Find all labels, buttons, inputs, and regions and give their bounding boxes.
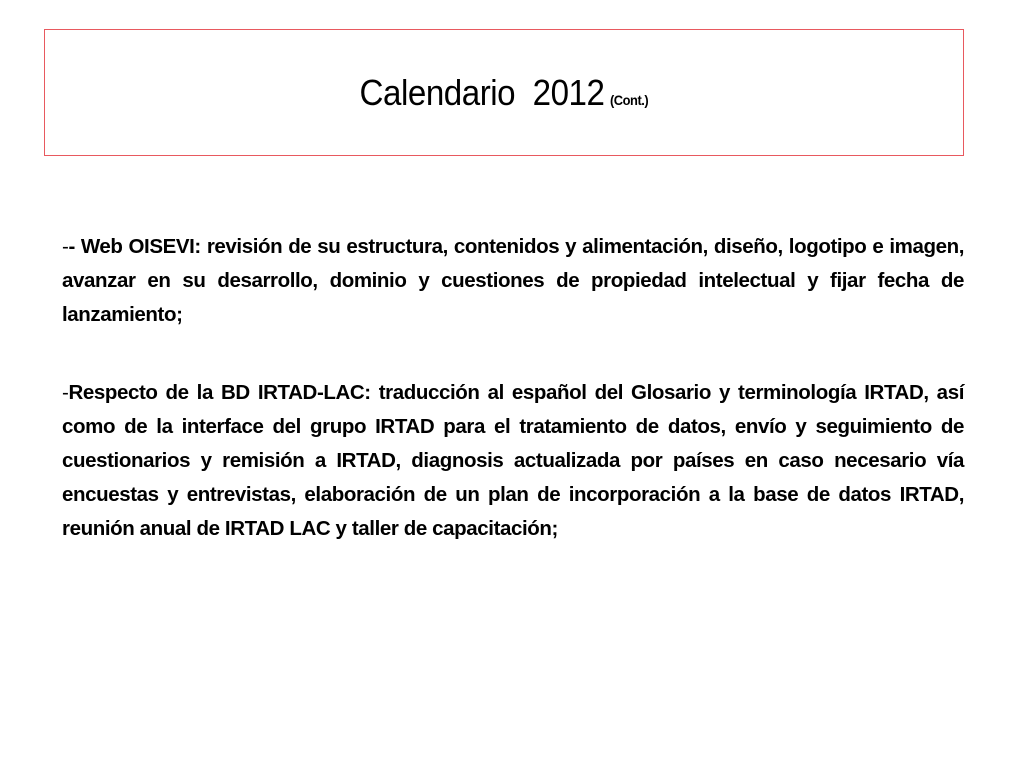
title-box [44,29,964,156]
paragraph-web-oisevi [62,230,964,332]
bullet-dash: - [62,235,69,258]
title-text: Calendario 2012 [359,71,605,113]
paragraph-text: Respecto de la BD IRTAD-LAC: traducción al español del Glosario y terminología IRTAD, así como de la interface del grupo IRTAD para el tratamiento de datos, envío y seguimiento de cuestionarios y remisión a IRTAD, diagnosis actualizada por países en caso necesario vía encuestas y entrevistas, elaboración de un plan de incorporación a la base de datos IRTAD, reunión anual de IRTAD LAC y taller de capacitación; [62,381,964,540]
title-suffix: (Cont.) [610,91,649,108]
paragraph-irtad-lac [62,376,964,546]
bullet-dash: - [62,381,69,404]
paragraph-text: - Web OISEVI: revisión de su estructura, contenidos y alimentación, diseño, logotipo e imagen, avanzar en su desarrollo, dominio y cuestiones de propiedad intelectual y fijar fecha de lanzamiento; [62,235,964,326]
slide-body [62,230,964,546]
slide-title [359,71,649,113]
